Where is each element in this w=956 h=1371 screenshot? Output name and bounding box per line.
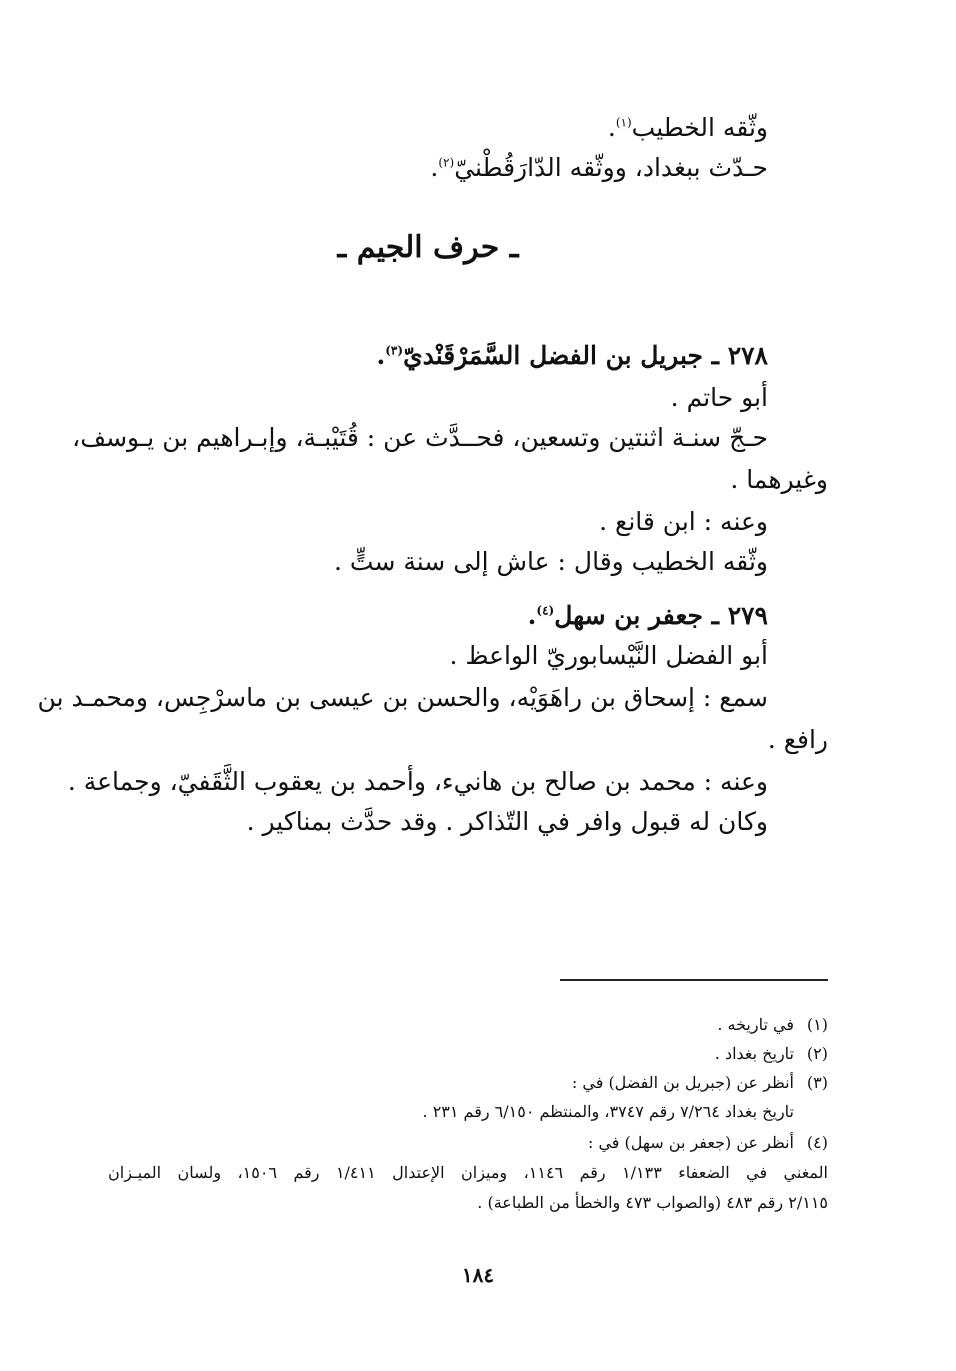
top-line-2: [108, 148, 768, 188]
entry-278-para-line-1: حـجّ سنـة اثنتين وتسعين، فحــدَّث عن : قُتَيْبـة، وإبـراهيم بن يـوسف،: [72, 423, 768, 452]
section-heading: ـ حرف الجيم ـ: [337, 230, 519, 265]
footnote-3: [108, 1070, 828, 1096]
footnote-ref-4: (٤): [536, 603, 555, 618]
footnote-ref-1: (١): [615, 115, 632, 130]
entry-278-kunya: أبو حاتم .: [670, 383, 768, 412]
footnote-4-continuation-1: المغني في الضعفاء ١/١٣٣ رقم ١١٤٦، وميزان الإعتدال ١/٤١١ رقم ١٥٠٦، ولسان الميـزان: [108, 1163, 828, 1182]
entry-279-status: وكان له قبول وافر في التّذاكر . وقد حدَّث بمناكير .: [246, 807, 768, 836]
top-line-2-end: .: [430, 153, 439, 182]
entry-279-kunya: أبو الفضل النَّيْسابوريّ الواعظ .: [449, 641, 768, 670]
footnote-3-text: أنظر عن (جبريل بن الفضل) في :: [571, 1073, 794, 1092]
entry-279-para-line-2: رافع .: [767, 725, 828, 754]
entry-279-title-text: ٢٧٩ ـ جعفر بن سهل: [554, 601, 768, 630]
footnote-ref-2: (٢): [438, 155, 455, 170]
entry-278-title-text: ٢٧٨ ـ جبريل بن الفضل السَّمَرْقَنْديّ: [403, 341, 768, 370]
page-number: ١٨٤: [461, 1263, 495, 1287]
top-line-2-text: حـدّث ببغداد، ووثّقه الدّارَقُطْنيّ: [454, 153, 768, 182]
top-line-1-text: وثّقه الخطيب: [631, 113, 768, 142]
footnote-4-number: (٤): [806, 1133, 828, 1152]
entry-279-para-line-1: سمع : إسحاق بن راهَوَيْه، والحسن بن عيسى بن ماسرْجِس، ومحمـد بن: [37, 683, 768, 712]
top-line-1: [108, 108, 768, 148]
entry-278-title-end: .: [376, 341, 386, 370]
entry-279-students: وعنه : محمد بن صالح بن هانيء، وأحمد بن يعقوب الثَّقَفيّ، وجماعة .: [67, 767, 768, 796]
entry-279-title-end: .: [527, 601, 537, 630]
footnote-3-number: (٣): [806, 1073, 828, 1092]
top-line-1-end: .: [607, 113, 616, 142]
footnote-2-number: (٢): [806, 1044, 828, 1063]
footnote-2: [108, 1041, 828, 1067]
footnote-2-text: تاريخ بغداد .: [714, 1044, 794, 1063]
entry-278-students: وعنه : ابن قانع .: [599, 507, 768, 536]
footnote-4-continuation-2: ٢/١١٥ رقم ٤٨٣ (والصواب ٤٧٣ والخطأ من الطباعة) .: [477, 1193, 828, 1212]
footnote-ref-3: (٣): [385, 343, 404, 358]
entry-279-title: [108, 596, 768, 636]
footnote-4-text: أنظر عن (جعفر بن سهل) في :: [587, 1133, 794, 1152]
footnote-1-number: (١): [806, 1015, 828, 1034]
footnote-3-continuation: تاريخ بغداد ٧/٢٦٤ رقم ٣٧٤٧، والمنتظم ٦/١٥٠ رقم ٢٣١ .: [422, 1102, 794, 1121]
footnote-1-text: في تاريخه .: [717, 1015, 794, 1034]
entry-278-title: [108, 336, 768, 376]
entry-278-para-line-2: وغيرهما .: [730, 465, 828, 494]
footnote-separator: [560, 979, 828, 981]
entry-278-status: وثّقه الخطيب وقال : عاش إلى سنة ستٍّ .: [334, 547, 768, 576]
footnote-1: [108, 1012, 828, 1038]
footnote-4: [108, 1130, 828, 1156]
